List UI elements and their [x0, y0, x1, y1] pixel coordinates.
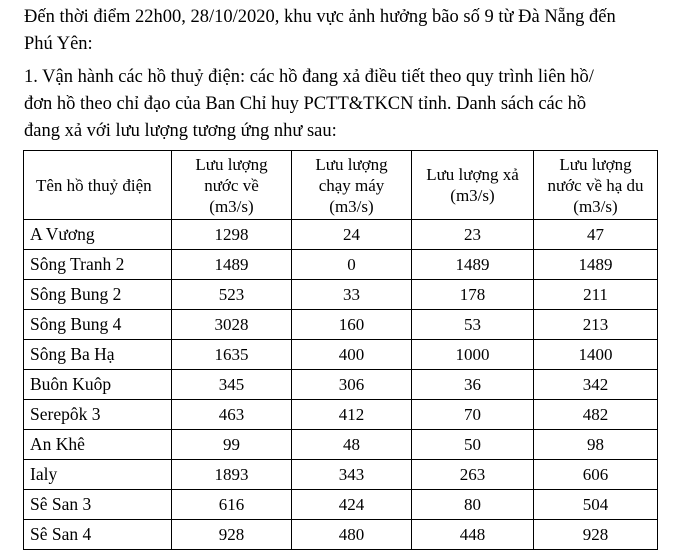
flow-value-cell: 504	[534, 490, 658, 520]
table-row	[24, 460, 658, 490]
flow-value-cell: 345	[172, 370, 292, 400]
flow-value-cell: 928	[172, 520, 292, 550]
table-body	[24, 220, 658, 550]
table-row	[24, 280, 658, 310]
flow-value-cell: 160	[292, 310, 412, 340]
flow-value-cell: 448	[412, 520, 534, 550]
flow-value-cell: 1893	[172, 460, 292, 490]
flow-value-cell: 616	[172, 490, 292, 520]
intro-line-2: Phú Yên:	[24, 34, 93, 54]
table-row	[24, 520, 658, 550]
reservoir-name-cell: Serepôk 3	[24, 400, 172, 430]
flow-value-cell: 47	[534, 220, 658, 250]
flow-value-cell: 178	[412, 280, 534, 310]
flow-value-cell: 263	[412, 460, 534, 490]
flow-value-cell: 36	[412, 370, 534, 400]
reservoir-table	[23, 150, 658, 550]
flow-value-cell: 1298	[172, 220, 292, 250]
flow-value-cell: 412	[292, 400, 412, 430]
section-line-1: 1. Vận hành các hồ thuỷ điện: các hồ đang xả điều tiết theo quy trình liên hồ/	[24, 67, 594, 87]
column-header-text: Lưu lượng	[315, 154, 388, 174]
table-header-row	[24, 151, 658, 220]
section-line-2: đơn hồ theo chỉ đạo của Ban Chỉ huy PCTT&TKCN tỉnh. Danh sách các hồ	[24, 94, 587, 114]
column-header-text: (m3/s)	[209, 196, 254, 216]
flow-value-cell: 24	[292, 220, 412, 250]
column-header-text: Lưu lượng xả	[426, 165, 519, 184]
flow-value-cell: 53	[412, 310, 534, 340]
column-header-text: Lưu lượng	[559, 154, 632, 174]
reservoir-name-cell: A Vương	[24, 220, 172, 250]
table-row	[24, 370, 658, 400]
flow-value-cell: 463	[172, 400, 292, 430]
reservoir-name-cell: Sông Bung 4	[24, 310, 172, 340]
table-row	[24, 340, 658, 370]
flow-value-cell: 482	[534, 400, 658, 430]
flow-value-cell: 80	[412, 490, 534, 520]
table-row	[24, 220, 658, 250]
column-header-text: Tên hồ thuỷ điện	[36, 175, 152, 195]
flow-value-cell: 3028	[172, 310, 292, 340]
reservoir-name-cell: Sông Bung 2	[24, 280, 172, 310]
column-header-3	[412, 151, 534, 220]
column-header-2	[292, 151, 412, 220]
reservoir-name-cell: Ialy	[24, 460, 172, 490]
column-header-text: chạy máy	[318, 175, 385, 195]
flow-value-cell: 928	[534, 520, 658, 550]
column-header-text: (m3/s)	[450, 186, 495, 205]
column-header-0	[24, 151, 172, 220]
column-header-text: (m3/s)	[573, 196, 618, 216]
flow-value-cell: 523	[172, 280, 292, 310]
flow-value-cell: 1635	[172, 340, 292, 370]
flow-value-cell: 480	[292, 520, 412, 550]
flow-value-cell: 424	[292, 490, 412, 520]
flow-value-cell: 342	[534, 370, 658, 400]
flow-value-cell: 1400	[534, 340, 658, 370]
table-row	[24, 430, 658, 460]
section-line-3: đang xả với lưu lượng tương ứng như sau:	[24, 121, 337, 141]
reservoir-name-cell: Buôn Kuôp	[24, 370, 172, 400]
flow-value-cell: 1489	[412, 250, 534, 280]
flow-value-cell: 400	[292, 340, 412, 370]
intro-line-1: Đến thời điểm 22h00, 28/10/2020, khu vực ảnh hưởng bão số 9 từ Đà Nẵng đến	[24, 7, 616, 27]
flow-value-cell: 211	[534, 280, 658, 310]
flow-value-cell: 33	[292, 280, 412, 310]
flow-value-cell: 70	[412, 400, 534, 430]
flow-value-cell: 50	[412, 430, 534, 460]
reservoir-name-cell: Sông Ba Hạ	[24, 340, 172, 370]
flow-value-cell: 306	[292, 370, 412, 400]
column-header-4	[534, 151, 658, 220]
flow-value-cell: 98	[534, 430, 658, 460]
flow-value-cell: 48	[292, 430, 412, 460]
reservoir-name-cell: Sông Tranh 2	[24, 250, 172, 280]
flow-value-cell: 23	[412, 220, 534, 250]
column-header-text: Lưu lượng	[195, 154, 268, 174]
flow-value-cell: 1489	[172, 250, 292, 280]
column-header-1	[172, 151, 292, 220]
table-row	[24, 250, 658, 280]
flow-value-cell: 99	[172, 430, 292, 460]
flow-value-cell: 343	[292, 460, 412, 490]
reservoir-name-cell: Sê San 3	[24, 490, 172, 520]
column-header-text: nước về	[204, 175, 259, 195]
reservoir-name-cell: An Khê	[24, 430, 172, 460]
column-header-text: nước về hạ du	[547, 175, 644, 195]
column-header-text: (m3/s)	[329, 196, 374, 216]
table-row	[24, 400, 658, 430]
flow-value-cell: 1489	[534, 250, 658, 280]
table-row	[24, 490, 658, 520]
flow-value-cell: 606	[534, 460, 658, 490]
flow-value-cell: 213	[534, 310, 658, 340]
flow-value-cell: 0	[292, 250, 412, 280]
intro-paragraph	[24, 4, 664, 58]
table-row	[24, 310, 658, 340]
flow-value-cell: 1000	[412, 340, 534, 370]
reservoir-name-cell: Sê San 4	[24, 520, 172, 550]
section-paragraph	[24, 64, 664, 145]
